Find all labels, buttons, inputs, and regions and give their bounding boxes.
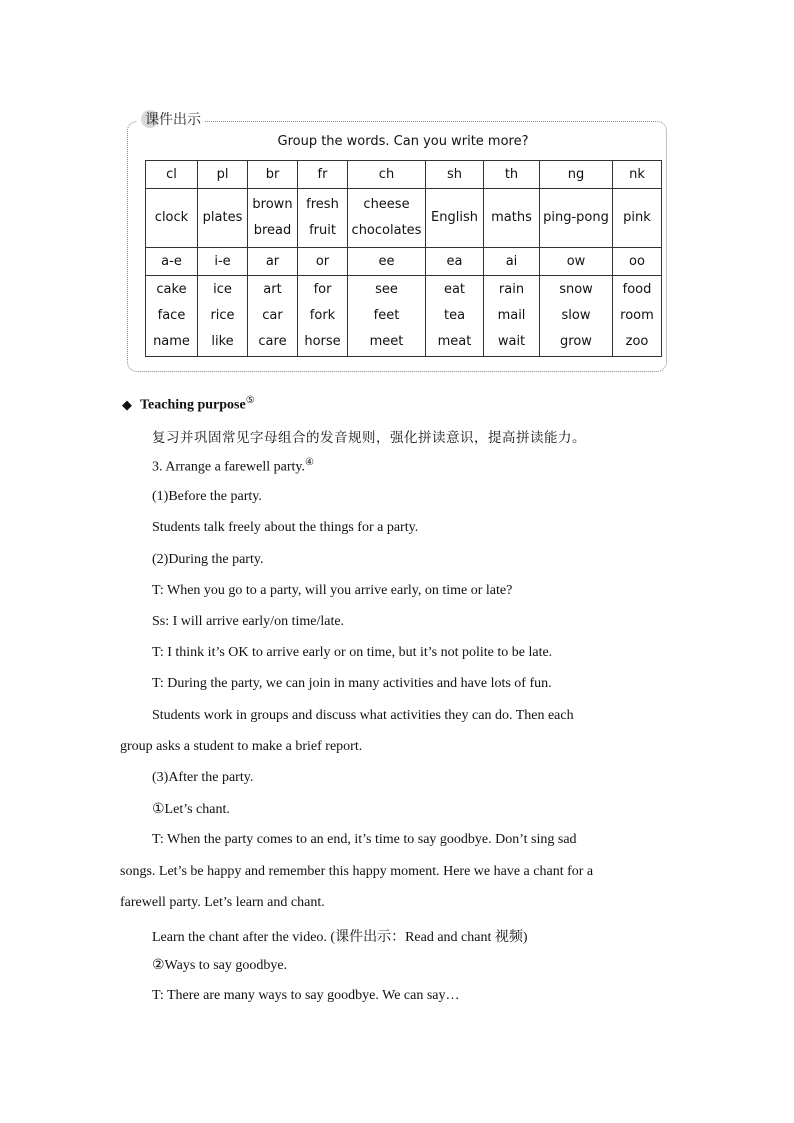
paragraph-line: T: When the party comes to an end, it’s time to say goodbye. Don’t sing sad — [152, 832, 577, 847]
cell-word: art — [263, 282, 282, 297]
table-cell: ar — [248, 248, 298, 276]
table-cell: br — [248, 161, 298, 189]
cell-word: chocolates — [351, 223, 422, 238]
cell-word: car — [262, 308, 283, 323]
cell-word: brown — [252, 197, 293, 212]
cell-word: snow — [559, 282, 593, 297]
cell-word: mail — [497, 308, 526, 323]
table-cell — [298, 276, 348, 357]
table-cell — [613, 276, 662, 357]
table-cell: nk — [613, 161, 662, 189]
cell-word: horse — [304, 334, 341, 349]
lets-chant-heading: ①Let’s chant. — [152, 802, 230, 817]
step-3-heading — [152, 457, 314, 476]
paragraph-line: Students talk freely about the things for a party. — [152, 520, 419, 535]
cell-word: room — [620, 308, 654, 323]
table-cell: cl — [146, 161, 198, 189]
table-cell — [298, 189, 348, 248]
table-cell — [484, 189, 540, 248]
table-row-words-2 — [146, 276, 662, 357]
cell-word: bread — [253, 223, 292, 238]
table-cell — [540, 276, 613, 357]
table-cell — [540, 189, 613, 248]
table-cell: i-e — [198, 248, 248, 276]
cell-word: maths — [491, 210, 532, 225]
paragraph-line: Ss: I will arrive early/on time/late. — [152, 614, 345, 629]
cell-word: face — [157, 308, 186, 323]
after-party-heading: (3)After the party. — [152, 770, 254, 785]
table-cell: or — [298, 248, 348, 276]
step-3-text: 3. Arrange a farewell party. — [152, 459, 306, 475]
paragraph-line: T: During the party, we can join in many activities and have lots of fun. — [152, 676, 552, 691]
teaching-purpose-heading — [122, 395, 255, 414]
table-cell: ai — [484, 248, 540, 276]
table-cell — [146, 189, 198, 248]
table-cell — [248, 189, 298, 248]
cell-word: feet — [373, 308, 400, 323]
paragraph-line: T: I think it’s OK to arrive early or on time, but it’s not polite to be late. — [152, 645, 553, 660]
cell-word: meat — [437, 334, 472, 349]
cell-word: wait — [497, 334, 526, 349]
table-cell — [484, 276, 540, 357]
cell-word: cake — [156, 282, 187, 297]
cell-word: clock — [154, 210, 189, 225]
cell-word: rice — [210, 308, 235, 323]
purpose-text: 复习并巩固常见字母组合的发音规则，强化拼读意识，提高拼读能力。 — [152, 430, 586, 446]
cell-word: fresh — [306, 197, 339, 212]
teaching-purpose-label: Teaching purpose — [140, 397, 246, 413]
table-cell: a-e — [146, 248, 198, 276]
cell-word: ice — [213, 282, 232, 297]
before-party-heading: (1)Before the party. — [152, 489, 262, 504]
table-row-words-1 — [146, 189, 662, 248]
paragraph-line: group asks a student to make a brief report. — [120, 739, 363, 754]
table-cell — [198, 189, 248, 248]
table-cell: ea — [426, 248, 484, 276]
table-cell: ng — [540, 161, 613, 189]
cell-word: zoo — [625, 334, 649, 349]
paragraph-line: farewell party. Let’s learn and chant. — [120, 895, 325, 910]
table-cell: sh — [426, 161, 484, 189]
paragraph-line: Learn the chant after the video. (课件出示：Read and chant 视频) — [152, 930, 528, 945]
table-cell — [348, 276, 426, 357]
cell-word: meet — [369, 334, 404, 349]
cell-word: grow — [560, 334, 592, 349]
slide-tag: 课件出示 — [137, 109, 205, 129]
diamond-bullet-icon: ◆ — [122, 396, 132, 412]
cell-word: rain — [498, 282, 525, 297]
cell-word: care — [258, 334, 287, 349]
table-cell: ch — [348, 161, 426, 189]
cell-word: see — [375, 282, 398, 297]
cell-word: tea — [443, 308, 466, 323]
table-cell — [146, 276, 198, 357]
ways-goodbye-heading: ②Ways to say goodbye. — [152, 958, 288, 973]
table-row-letters-2 — [146, 248, 662, 276]
table-cell — [348, 189, 426, 248]
slide-title: Group the words. Can you write more? — [277, 134, 529, 149]
table-cell: th — [484, 161, 540, 189]
cell-word: for — [313, 282, 332, 297]
table-cell — [198, 276, 248, 357]
footnote-marker: ⑤ — [245, 395, 255, 406]
table-cell — [426, 276, 484, 357]
table-cell — [248, 276, 298, 357]
cell-word: name — [153, 334, 190, 349]
cell-word: slow — [561, 308, 591, 323]
cell-word: fruit — [309, 223, 336, 238]
cell-word: pink — [623, 210, 651, 225]
cell-word: ping-pong — [543, 210, 609, 225]
cell-word: eat — [443, 282, 466, 297]
table-cell: fr — [298, 161, 348, 189]
table-cell: ow — [540, 248, 613, 276]
paragraph-line: songs. Let’s be happy and remember this happy moment. Here we have a chant for a — [120, 864, 594, 879]
table-cell — [613, 189, 662, 248]
paragraph-line: T: When you go to a party, will you arrive early, on time or late? — [152, 583, 513, 598]
during-party-heading: (2)During the party. — [152, 552, 264, 567]
paragraph-line: T: There are many ways to say goodbye. We can say… — [152, 988, 460, 1003]
table-cell: pl — [198, 161, 248, 189]
table-cell: oo — [613, 248, 662, 276]
table-cell — [426, 189, 484, 248]
cell-word: food — [622, 282, 652, 297]
cell-word: plates — [202, 210, 243, 225]
cell-word: fork — [309, 308, 336, 323]
cell-word: English — [431, 210, 478, 225]
table-cell: ee — [348, 248, 426, 276]
word-table — [145, 160, 662, 357]
cell-word: like — [211, 334, 234, 349]
cell-word: cheese — [363, 197, 410, 212]
table-row-letters-1 — [146, 161, 662, 189]
paragraph-line: Students work in groups and discuss what activities they can do. Then each — [152, 708, 574, 723]
footnote-marker: ④ — [305, 457, 314, 468]
